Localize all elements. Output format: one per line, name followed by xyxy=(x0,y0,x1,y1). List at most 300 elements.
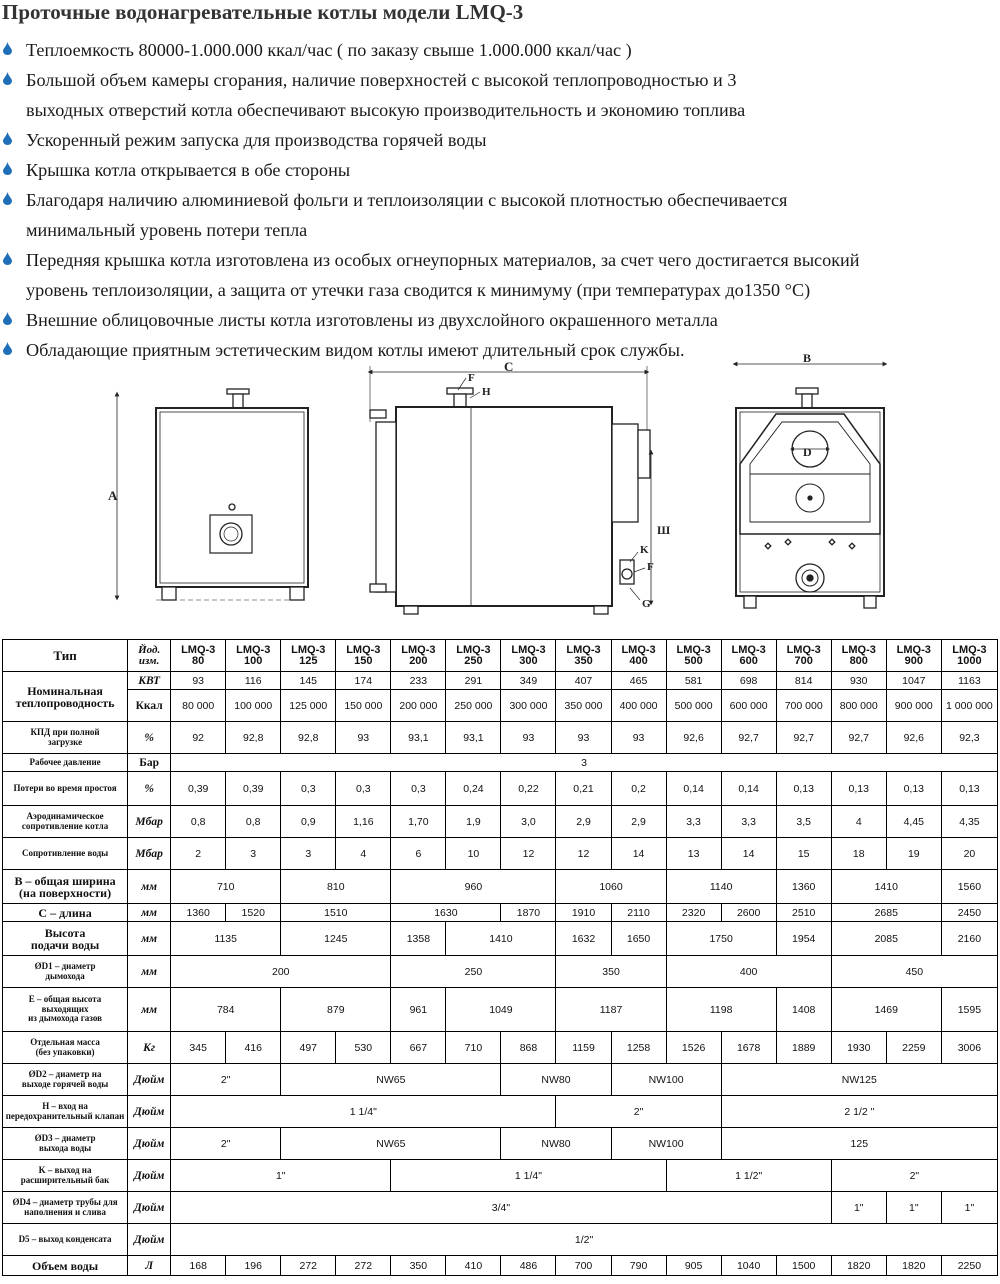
table-cell: 0,3 xyxy=(391,772,446,806)
table-cell: NW80 xyxy=(501,1064,611,1096)
table-cell: 0,13 xyxy=(941,772,997,806)
table-cell: 0,22 xyxy=(501,772,556,806)
table-cell: 1258 xyxy=(611,1032,666,1064)
spec-table xyxy=(2,639,998,1276)
table-cell: 1870 xyxy=(501,904,556,922)
table-cell: 4 xyxy=(336,838,391,870)
table-cell: 1630 xyxy=(391,904,501,922)
table-cell: 1 1/4" xyxy=(391,1160,666,1192)
row-label-line: E – общая высота xyxy=(28,994,102,1005)
table-cell: 2,9 xyxy=(556,806,611,838)
water-drop-icon xyxy=(3,162,12,175)
table-cell: 465 xyxy=(611,672,666,690)
table-cell: 2685 xyxy=(831,904,941,922)
table-cell: 497 xyxy=(281,1032,336,1064)
table-cell: 1526 xyxy=(666,1032,721,1064)
table-cell: 790 xyxy=(611,1256,666,1276)
table-cell: 2250 xyxy=(941,1256,997,1276)
row-label-line: ØD1 – диаметр xyxy=(34,961,96,971)
table-cell: 2510 xyxy=(776,904,831,922)
row-unit: Мбар xyxy=(128,806,171,838)
row-label-line: из дымохода газов xyxy=(28,1013,103,1024)
unit-header xyxy=(128,640,171,672)
table-cell: 1 1/4" xyxy=(171,1096,556,1128)
model-size: 800 xyxy=(849,654,868,667)
table-cell: 1410 xyxy=(446,922,556,956)
table-cell: 698 xyxy=(721,672,776,690)
model-size: 100 xyxy=(244,654,263,667)
table-cell: 92,8 xyxy=(281,722,336,754)
table-cell: 2,9 xyxy=(611,806,666,838)
table-cell: 116 xyxy=(226,672,281,690)
row-label-line: сопротивление котла xyxy=(21,820,109,831)
row-label-line: Сопротивление воды xyxy=(21,847,109,858)
table-cell: 1/2" xyxy=(171,1224,998,1256)
table-cell: 1520 xyxy=(226,904,281,922)
table-cell: 4 xyxy=(831,806,886,838)
table-row xyxy=(3,1064,998,1096)
table-cell: 1750 xyxy=(666,922,776,956)
table-row xyxy=(3,904,998,922)
bullet-item xyxy=(0,245,1000,305)
model-header xyxy=(831,640,886,672)
table-cell: 1,16 xyxy=(336,806,391,838)
model-name: LMQ-3 xyxy=(181,643,216,656)
row-label-line: Номинальная xyxy=(27,683,103,698)
table-cell: 0,9 xyxy=(281,806,336,838)
table-cell: 2259 xyxy=(886,1032,941,1064)
bullet-item xyxy=(0,185,1000,245)
row-label xyxy=(3,1064,128,1096)
row-unit: Дюйм xyxy=(128,1128,171,1160)
table-cell: 93 xyxy=(336,722,391,754)
row-label-line: расширительный бак xyxy=(20,1174,110,1185)
model-name: LMQ-3 xyxy=(291,643,326,656)
bullet-text-line: Большой объем камеры сгорания, наличие поверхностей с высокой теплопроводностью и 3 xyxy=(26,70,737,90)
row-label xyxy=(3,1096,128,1128)
table-cell: NW125 xyxy=(721,1064,997,1096)
side-view-drawing xyxy=(117,389,308,600)
row-label xyxy=(3,904,128,922)
model-name: LMQ-3 xyxy=(896,643,931,656)
table-cell: 450 xyxy=(831,956,997,988)
model-name: LMQ-3 xyxy=(511,643,546,656)
table-cell: 710 xyxy=(446,1032,501,1064)
table-cell: 93 xyxy=(611,722,666,754)
bullet-text-line: Передняя крышка котла изготовлена из особых огнеупорных материалов, за счет чего достигается высокий xyxy=(26,250,860,270)
model-size: 125 xyxy=(299,654,318,667)
dim-label-h: H xyxy=(482,386,491,398)
table-cell: 1047 xyxy=(886,672,941,690)
row-unit: Дюйм xyxy=(128,1192,171,1224)
table-cell: 345 xyxy=(171,1032,226,1064)
model-header xyxy=(941,640,997,672)
table-row xyxy=(3,1224,998,1256)
table-cell: 1040 xyxy=(721,1256,776,1276)
table-cell: 1358 xyxy=(391,922,446,956)
table-cell: 14 xyxy=(721,838,776,870)
row-unit: Дюйм xyxy=(128,1064,171,1096)
table-cell: 1500 xyxy=(776,1256,831,1276)
dim-label-b: B xyxy=(803,352,812,365)
row-label-line: D5 – выход конденсата xyxy=(18,1233,112,1244)
row-label-line: (без упаковки) xyxy=(35,1046,95,1057)
table-cell: 500 000 xyxy=(666,690,721,722)
row-unit: Дюйм xyxy=(128,1160,171,1192)
table-cell: 350 xyxy=(556,956,666,988)
bullet-text-line: Обладающие приятным эстетическим видом котлы имеют длительный срок службы. xyxy=(26,340,685,360)
table-cell: 1060 xyxy=(556,870,666,904)
table-row xyxy=(3,672,998,690)
table-cell: 930 xyxy=(831,672,886,690)
row-unit: КВТ xyxy=(128,672,171,690)
table-cell: 0,8 xyxy=(226,806,281,838)
table-cell: 13 xyxy=(666,838,721,870)
row-label-line: (на поверхности) xyxy=(19,885,112,900)
table-cell: 1632 xyxy=(556,922,611,956)
table-cell: 1159 xyxy=(556,1032,611,1064)
row-label-line: ØD3 – диаметр xyxy=(34,1133,96,1143)
row-label-line: выходе горячей воды xyxy=(21,1078,109,1089)
row-unit: Ккал xyxy=(128,690,171,722)
table-cell: 0,8 xyxy=(171,806,226,838)
table-cell: 92,6 xyxy=(666,722,721,754)
table-cell: 18 xyxy=(831,838,886,870)
row-label-line: Потери во время простоя xyxy=(13,782,117,793)
table-row xyxy=(3,956,998,988)
bullet-item xyxy=(0,125,1000,155)
table-cell: 1135 xyxy=(171,922,281,956)
table-row xyxy=(3,1160,998,1192)
row-unit: мм xyxy=(128,904,171,922)
row-label-line: B – общая ширина xyxy=(14,873,116,888)
water-drop-icon xyxy=(3,72,12,85)
table-cell: 400 xyxy=(666,956,831,988)
row-label-line: теплопроводность xyxy=(15,695,115,710)
table-cell: 250 xyxy=(391,956,556,988)
table-cell: NW65 xyxy=(281,1064,501,1096)
row-unit: мм xyxy=(128,922,171,956)
model-size: 200 xyxy=(409,654,428,667)
table-cell: 2 1/2 " xyxy=(721,1096,997,1128)
table-cell: 1360 xyxy=(171,904,226,922)
table-cell: 581 xyxy=(666,672,721,690)
table-cell: 20 xyxy=(941,838,997,870)
row-label xyxy=(3,1128,128,1160)
table-cell: 1595 xyxy=(941,988,997,1032)
table-cell: 0,13 xyxy=(831,772,886,806)
table-cell: 92,3 xyxy=(941,722,997,754)
table-cell: 1510 xyxy=(281,904,391,922)
table-cell: 814 xyxy=(776,672,831,690)
table-cell: 700 000 xyxy=(776,690,831,722)
table-cell: 1820 xyxy=(886,1256,941,1276)
model-size: 300 xyxy=(519,654,538,667)
row-label xyxy=(3,754,128,772)
model-header xyxy=(776,640,831,672)
row-label xyxy=(3,988,128,1032)
table-cell: 233 xyxy=(391,672,446,690)
table-row xyxy=(3,722,998,754)
table-cell: 350 xyxy=(391,1256,446,1276)
model-name: LMQ-3 xyxy=(456,643,491,656)
row-label xyxy=(3,672,128,722)
table-cell: 1" xyxy=(831,1192,886,1224)
model-size: 500 xyxy=(684,654,703,667)
table-cell: 0,21 xyxy=(556,772,611,806)
rear-view-drawing xyxy=(735,364,885,608)
table-cell: 530 xyxy=(336,1032,391,1064)
table-cell: 291 xyxy=(446,672,501,690)
table-row xyxy=(3,988,998,1032)
table-cell: 92,8 xyxy=(226,722,281,754)
row-label xyxy=(3,870,128,904)
table-cell: 3,3 xyxy=(721,806,776,838)
row-label xyxy=(3,922,128,956)
model-name: LMQ-3 xyxy=(676,643,711,656)
row-label-line: ØD2 – диаметр на xyxy=(28,1069,102,1079)
table-cell: 0,3 xyxy=(281,772,336,806)
table-row xyxy=(3,1192,998,1224)
table-cell: 0,13 xyxy=(886,772,941,806)
table-cell: 14 xyxy=(611,838,666,870)
table-cell: 2110 xyxy=(611,904,666,922)
model-header xyxy=(886,640,941,672)
table-cell: 3 xyxy=(281,838,336,870)
row-label-line: H – вход на xyxy=(42,1101,88,1111)
model-name: LMQ-3 xyxy=(841,643,876,656)
model-header xyxy=(446,640,501,672)
table-cell: 1,70 xyxy=(391,806,446,838)
model-name: LMQ-3 xyxy=(621,643,656,656)
table-cell: 15 xyxy=(776,838,831,870)
table-cell: 2600 xyxy=(721,904,776,922)
table-cell: 879 xyxy=(281,988,391,1032)
table-cell: 92,6 xyxy=(886,722,941,754)
table-cell: 600 000 xyxy=(721,690,776,722)
table-cell: 196 xyxy=(226,1256,281,1276)
table-cell: 100 000 xyxy=(226,690,281,722)
table-cell: 93 xyxy=(556,722,611,754)
table-cell: NW80 xyxy=(501,1128,611,1160)
bullet-text-line: выходных отверстий котла обеспечивают высокую производительность и экономию топлива xyxy=(26,100,746,120)
water-drop-icon xyxy=(3,252,12,265)
bullet-text-line: Благодаря наличию алюминиевой фольги и теплоизоляции с высокой плотностью обеспечивается xyxy=(26,190,788,210)
water-drop-icon xyxy=(3,132,12,145)
table-cell: 868 xyxy=(501,1032,556,1064)
table-cell: 900 000 xyxy=(886,690,941,722)
dim-label-sh: Ш xyxy=(657,523,671,537)
row-label-line: ØD4 – диаметр трубы для xyxy=(12,1197,118,1207)
table-cell: 0,24 xyxy=(446,772,501,806)
table-cell: 3006 xyxy=(941,1032,997,1064)
row-unit: % xyxy=(128,722,171,754)
table-cell: 1" xyxy=(171,1160,391,1192)
table-cell: 2320 xyxy=(666,904,721,922)
table-cell: 168 xyxy=(171,1256,226,1276)
table-cell: 3,0 xyxy=(501,806,556,838)
unit-header-line: изм. xyxy=(138,654,160,667)
model-size: 350 xyxy=(574,654,593,667)
table-cell: 1930 xyxy=(831,1032,886,1064)
table-cell: 250 000 xyxy=(446,690,501,722)
table-cell: 1678 xyxy=(721,1032,776,1064)
model-header xyxy=(666,640,721,672)
bullet-item xyxy=(0,155,1000,185)
row-label-line: загрузке xyxy=(47,736,83,747)
table-cell: 800 000 xyxy=(831,690,886,722)
table-cell: 2085 xyxy=(831,922,941,956)
dim-label-c: C xyxy=(504,359,514,374)
table-cell: 1163 xyxy=(941,672,997,690)
page-title: Проточные водонагревательные котлы модели LMQ-3 xyxy=(2,0,524,24)
table-row xyxy=(3,754,998,772)
table-cell: 0,2 xyxy=(611,772,666,806)
row-label-line: подачи воды xyxy=(30,937,100,952)
bullet-item xyxy=(0,65,1000,125)
table-row xyxy=(3,772,998,806)
table-cell: 125 000 xyxy=(281,690,336,722)
table-cell: 2 xyxy=(171,838,226,870)
row-label-line: Аэродинамическое xyxy=(26,811,104,821)
table-cell: 92,7 xyxy=(776,722,831,754)
bullet-item xyxy=(0,35,1000,65)
table-cell: 19 xyxy=(886,838,941,870)
model-name: LMQ-3 xyxy=(401,643,436,656)
table-cell: 1889 xyxy=(776,1032,831,1064)
table-cell: 1187 xyxy=(556,988,666,1032)
model-header xyxy=(226,640,281,672)
model-size: 80 xyxy=(192,654,205,667)
table-cell: 0,3 xyxy=(336,772,391,806)
row-label xyxy=(3,956,128,988)
bullet-text-line: Теплоемкость 80000-1.000.000 ккал/час ( по заказу свыше 1.000.000 ккал/час ) xyxy=(26,40,632,60)
table-cell: 145 xyxy=(281,672,336,690)
row-label xyxy=(3,722,128,754)
table-cell: 6 xyxy=(391,838,446,870)
bullet-text-line: минимальный уровень потери тепла xyxy=(26,220,308,240)
table-cell: 810 xyxy=(281,870,391,904)
model-name: LMQ-3 xyxy=(952,643,987,656)
table-row xyxy=(3,1128,998,1160)
row-label-line: K – выход на xyxy=(38,1165,92,1175)
table-row xyxy=(3,1096,998,1128)
table-cell: 710 xyxy=(171,870,281,904)
model-header xyxy=(336,640,391,672)
type-header: Тип xyxy=(3,640,128,672)
model-header xyxy=(556,640,611,672)
row-label xyxy=(3,838,128,870)
table-cell: 1820 xyxy=(831,1256,886,1276)
model-header xyxy=(611,640,666,672)
water-drop-icon xyxy=(3,342,12,355)
table-cell: 905 xyxy=(666,1256,721,1276)
table-cell: 12 xyxy=(501,838,556,870)
table-cell: 1560 xyxy=(941,870,997,904)
table-row xyxy=(3,838,998,870)
table-cell: 1" xyxy=(886,1192,941,1224)
row-label xyxy=(3,772,128,806)
table-cell: 92 xyxy=(171,722,226,754)
table-cell: 200 xyxy=(171,956,391,988)
unit-header-line: Йод. xyxy=(138,643,161,656)
table-cell: 1" xyxy=(941,1192,997,1224)
model-header xyxy=(171,640,226,672)
table-cell: 93,1 xyxy=(391,722,446,754)
table-cell: 0,13 xyxy=(776,772,831,806)
row-unit: мм xyxy=(128,988,171,1032)
table-cell: 1 1/2" xyxy=(666,1160,831,1192)
row-label-line: наполнения и слива xyxy=(24,1206,106,1217)
table-cell: 784 xyxy=(171,988,281,1032)
table-cell: 80 000 xyxy=(171,690,226,722)
table-cell: 1245 xyxy=(281,922,391,956)
table-cell: 1469 xyxy=(831,988,941,1032)
feature-list xyxy=(0,35,1000,365)
table-cell: 2" xyxy=(171,1064,281,1096)
table-cell: 4,45 xyxy=(886,806,941,838)
table-cell: 4,35 xyxy=(941,806,997,838)
table-cell: NW100 xyxy=(611,1064,721,1096)
row-unit: мм xyxy=(128,870,171,904)
row-label-line: передохранительный клапан xyxy=(5,1110,125,1121)
model-name: LMQ-3 xyxy=(731,643,766,656)
model-size: 400 xyxy=(629,654,648,667)
model-header xyxy=(391,640,446,672)
dim-label-g: G xyxy=(642,598,651,610)
table-cell: 1 000 000 xyxy=(941,690,997,722)
table-cell: 1049 xyxy=(446,988,556,1032)
row-label xyxy=(3,806,128,838)
table-cell: 486 xyxy=(501,1256,556,1276)
table-cell: 300 000 xyxy=(501,690,556,722)
table-cell: 3 xyxy=(171,754,998,772)
row-unit: Мбар xyxy=(128,838,171,870)
row-label xyxy=(3,1160,128,1192)
row-label-line: выходящих xyxy=(41,1003,89,1014)
model-size: 700 xyxy=(794,654,813,667)
table-cell: 0,39 xyxy=(226,772,281,806)
model-name: LMQ-3 xyxy=(236,643,271,656)
table-cell: 0,39 xyxy=(171,772,226,806)
table-row xyxy=(3,1256,998,1276)
bullet-text-line: уровень теплоизоляции, а защита от утечки газа сводится к минимуму (при температурах до1350 °C) xyxy=(26,280,811,300)
row-label xyxy=(3,1224,128,1256)
table-header-row xyxy=(3,640,998,672)
table-cell: NW65 xyxy=(281,1128,501,1160)
table-cell: 3,3 xyxy=(666,806,721,838)
table-cell: 272 xyxy=(281,1256,336,1276)
table-cell: NW100 xyxy=(611,1128,721,1160)
row-unit: % xyxy=(128,772,171,806)
table-cell: 2450 xyxy=(941,904,997,922)
row-unit: Дюйм xyxy=(128,1224,171,1256)
table-cell: 12 xyxy=(556,838,611,870)
row-label-line: выхода воды xyxy=(38,1142,92,1153)
table-cell: 200 000 xyxy=(391,690,446,722)
table-cell: 350 000 xyxy=(556,690,611,722)
row-unit: Л xyxy=(128,1256,171,1276)
table-cell: 2" xyxy=(556,1096,721,1128)
table-cell: 1140 xyxy=(666,870,776,904)
row-label-line: Объем воды xyxy=(32,1258,99,1273)
model-header xyxy=(721,640,776,672)
table-cell: 93 xyxy=(501,722,556,754)
table-cell: 667 xyxy=(391,1032,446,1064)
table-cell: 410 xyxy=(446,1256,501,1276)
table-cell: 2160 xyxy=(941,922,997,956)
table-row xyxy=(3,870,998,904)
